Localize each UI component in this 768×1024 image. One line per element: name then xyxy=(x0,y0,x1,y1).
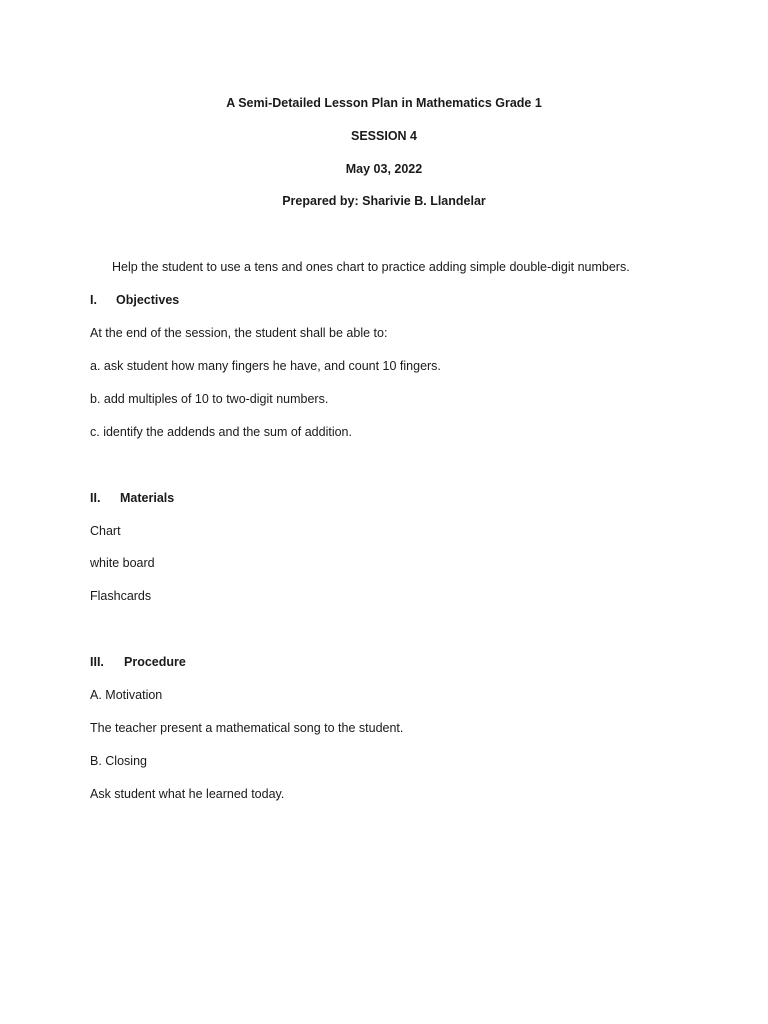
closing-text: Ask student what he learned today. xyxy=(90,787,285,801)
procedure-numeral: III. xyxy=(90,655,104,669)
materials-heading xyxy=(90,490,174,506)
document-title: A Semi-Detailed Lesson Plan in Mathematics Grade 1 xyxy=(226,96,542,110)
materials-heading-text: Materials xyxy=(120,491,175,505)
procedure-heading xyxy=(90,654,186,670)
procedure-heading-text: Procedure xyxy=(124,655,186,669)
material-item-flashcards: Flashcards xyxy=(90,589,152,603)
objectives-heading-text: Objectives xyxy=(116,293,180,307)
objectives-lead: At the end of the session, the student shall be able to: xyxy=(90,326,388,340)
prepared-by: Prepared by: Sharivie B. Llandelar xyxy=(282,194,486,208)
objectives-numeral: I. xyxy=(90,293,97,307)
objective-item-c: c. identify the addends and the sum of addition. xyxy=(90,425,352,439)
objective-item-b: b. add multiples of 10 to two-digit numbers. xyxy=(90,392,329,406)
objectives-heading xyxy=(90,292,179,308)
lesson-date: May 03, 2022 xyxy=(345,162,423,176)
session-label: SESSION 4 xyxy=(351,129,417,143)
motivation-label: A. Motivation xyxy=(90,688,163,702)
materials-numeral: II. xyxy=(90,491,101,505)
material-item-chart: Chart xyxy=(90,524,121,538)
intro-paragraph: Help the student to use a tens and ones chart to practice adding simple double-digit numbers. xyxy=(112,260,630,274)
material-item-whiteboard: white board xyxy=(90,556,155,570)
objective-item-a: a. ask student how many fingers he have, and count 10 fingers. xyxy=(90,359,441,373)
closing-label: B. Closing xyxy=(90,754,147,768)
motivation-text: The teacher present a mathematical song to the student. xyxy=(90,721,404,735)
